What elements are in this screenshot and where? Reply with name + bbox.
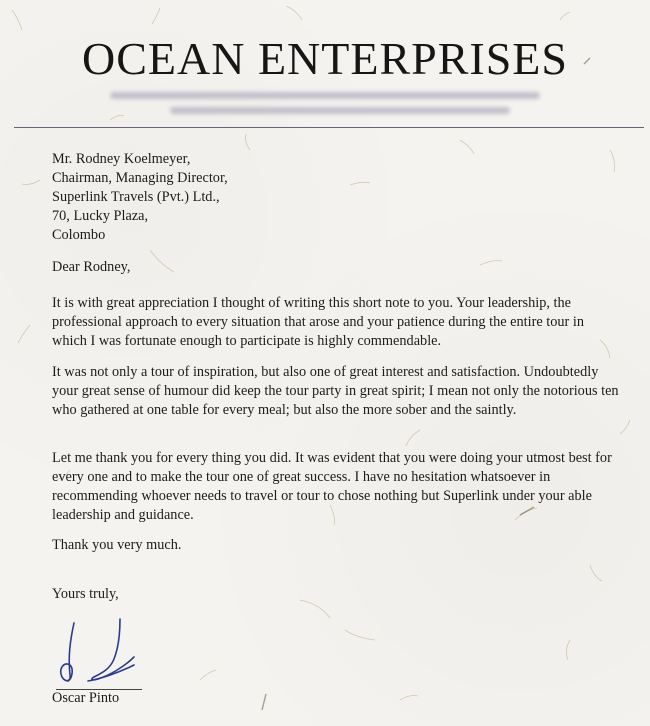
recipient-title: Chairman, Managing Director, <box>52 170 228 186</box>
recipient-city: Colombo <box>52 227 106 243</box>
signer-name: Oscar Pinto <box>52 690 120 706</box>
closing: Yours truly, <box>52 586 119 602</box>
thanks-line: Thank you very much. <box>52 537 182 553</box>
address-line-blur <box>170 107 510 114</box>
handwritten-signature <box>48 615 148 695</box>
recipient-name: Mr. Rodney Koelmeyer, <box>52 151 191 167</box>
letterhead-address-blurred <box>80 88 570 122</box>
recipient-address <box>52 150 228 245</box>
letterhead-divider <box>14 127 644 128</box>
body-paragraph: Let me thank you for every thing you did. It was evident that you were doing your utmost best for every one and to make the tour one of great success. I have no hesitation whatsoever in recommending whoever needs to travel or tour to chose nothing but Superlink under your able leadership and guidance. <box>52 450 612 523</box>
recipient-street: 70, Lucky Plaza, <box>52 208 149 224</box>
recipient-company: Superlink Travels (Pvt.) Ltd., <box>52 189 220 205</box>
salutation: Dear Rodney, <box>52 259 131 275</box>
address-line-blur <box>110 92 540 99</box>
body-paragraph: It is with great appreciation I thought of writing this short note to you. Your leadership, the professional approach to every situation that arose and your patience during the entire tour in which I was fortunate enough to participate is highly commendable. <box>52 295 584 349</box>
body-paragraph: It was not only a tour of inspiration, but also one of great interest and satisfaction. Undoubtedly your great sense of humour did keep the tour party in great spirit; I mean not only the notorious ten who gathered at one table for every meal; but also the more sober and the saintly. <box>52 364 619 418</box>
company-name: OCEAN ENTERPRISES <box>82 33 568 84</box>
